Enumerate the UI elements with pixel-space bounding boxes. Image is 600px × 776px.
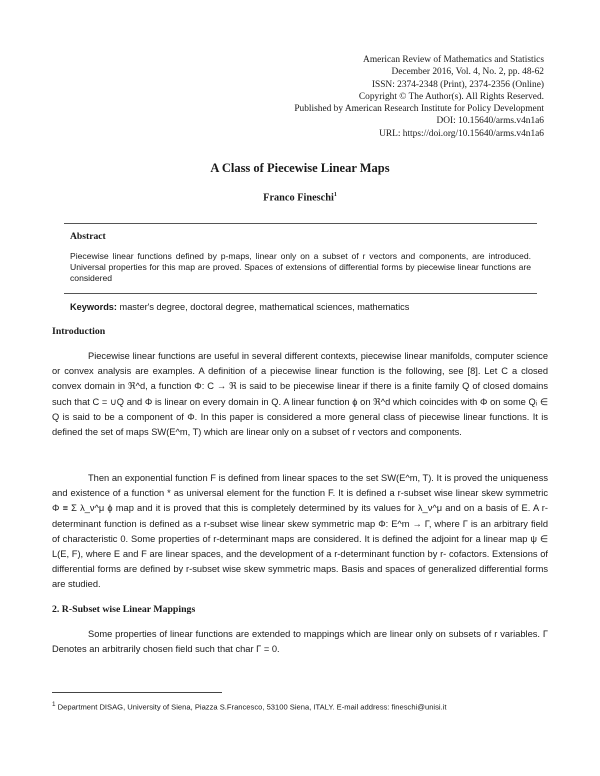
keywords-label: Keywords:: [70, 302, 117, 312]
paper-title: A Class of Piecewise Linear Maps: [210, 161, 390, 175]
journal-header: [294, 54, 544, 140]
footnote-text: Department DISAG, University of Siena, Piazza S.Francesco, 53100 Siena, ITALY. E-mail address: fineschi@unisi.it: [57, 702, 447, 712]
journal-issn: ISSN: 2374-2348 (Print), 2374-2356 (Online): [371, 79, 544, 90]
abstract-bottom-rule: [64, 293, 537, 294]
abstract-heading: Abstract: [70, 231, 106, 242]
section-2-heading: 2. R-Subset wise Linear Mappings: [52, 604, 196, 615]
section-2-paragraph-1: [52, 627, 548, 657]
author-footnote-mark: 1: [333, 192, 337, 198]
footnote: [52, 701, 447, 712]
abstract-top-rule: [64, 223, 537, 224]
introduction-heading: Introduction: [52, 326, 106, 337]
footnote-rule: [52, 692, 222, 693]
intro-p2-text: Then an exponential function F is defined from linear spaces to the set SW(E^m, T). It is proved the uniqueness and existence of a function * as universal element for the function F. It is defined a r-subset wise linear skew symmetric Φ ≡ Σ λ_ν^μ ϕ map and it is proved that this is completely determined by its values for λ_ν^μ and on a basis of E. A r-determinant function is defined as a r-subset wise linear skew symmetric map Φ: E^m → Γ, where Γ is an arbitrary field of characteristic 0. Some properties of r-determinant maps are considered. It is defined the adjoint for a linear map ψ ∈ L(E, F), where E and F are linear spaces, and the development of a r-determinant function by r- cofactors. Extensions of differential forms are defined by r-subset wise skew symmetric maps. Basis and spaces of generalized differential forms are studied.: [52, 473, 548, 590]
introduction-paragraph-1: [52, 349, 548, 440]
introduction-paragraph-2: [52, 471, 548, 593]
keywords-line: [70, 302, 409, 312]
copyright-line: Copyright © The Author(s). All Rights Reserved.: [358, 91, 544, 102]
intro-p1-text: Piecewise linear functions are useful in several different contexts, piecewise linear manifolds, computer science or convex analysis are examples. A definition of a piecewise linear function is the following, see [8]. Let C a closed convex domain in ℜ^d, a function Φ: C → ℜ is said to be piecewise linear if there is a finite family Q of closed domains such that C = ∪Q and Φ is linear on every domain in Q. A linear function ϕ on ℜ^d which coincides with Φ on some Qᵢ ∈ Q is said to be a component of Φ. In this paper is considered a more general class of piecewise linear functions. It is defined the set of maps SW(E^m, T) which are linear only on a subset of r vectors and components.: [52, 351, 548, 438]
author-line: [0, 192, 600, 203]
publisher-line: Published by American Research Institute for Policy Development: [294, 104, 544, 115]
author-name: Franco Fineschi: [263, 192, 334, 204]
footnote-mark: 1: [52, 701, 56, 708]
url-line[interactable]: URL: https://doi.org/10.15640/arms.v4n1a6: [379, 128, 544, 139]
journal-name: American Review of Mathematics and Statistics: [363, 55, 544, 65]
keywords-text: master's degree, doctoral degree, mathematical sciences, mathematics: [119, 302, 410, 312]
doi-line: DOI: 10.15640/arms.v4n1a6: [436, 116, 544, 127]
journal-issue: December 2016, Vol. 4, No. 2, pp. 48-62: [391, 67, 544, 78]
section2-p1-text: Some properties of linear functions are extended to mappings which are linear only on subsets of r variables. Γ Denotes an arbitrarily chosen field such that char Γ = 0.: [52, 629, 548, 655]
abstract-text: Piecewise linear functions defined by p-maps, linear only on a subset of r vectors and components, are introduced. Universal properties for this map are proved. Spaces of extensions of differential forms by piecewise linear functions are considered: [70, 251, 531, 283]
